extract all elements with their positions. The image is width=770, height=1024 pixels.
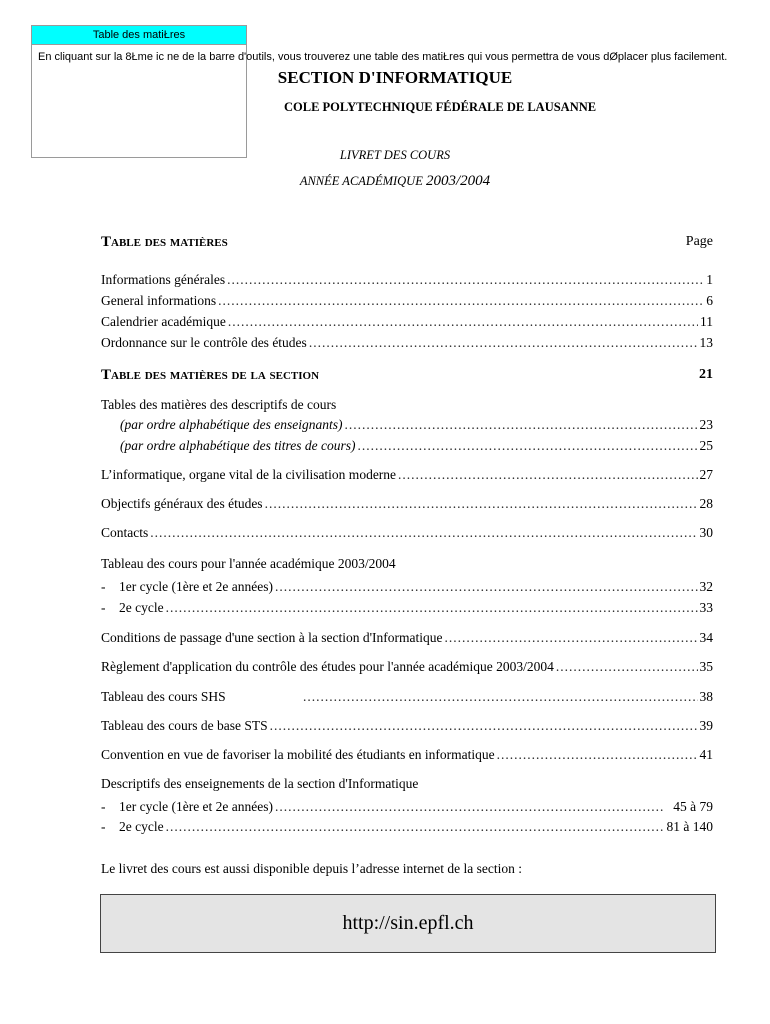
toc-entry-label: General informations xyxy=(101,293,217,308)
toc-entry-page: 38 xyxy=(699,689,713,704)
school-name: COLE POLYTECHNIQUE FÉDÉRALE DE LAUSANNE xyxy=(284,100,597,114)
toc-entry-label: Contacts xyxy=(101,525,149,540)
toc-entry-label: Objectifs généraux des études xyxy=(101,496,263,511)
academic-year xyxy=(10,173,770,190)
toc-entry-page: 13 xyxy=(699,335,713,350)
toc-entry-page: 33 xyxy=(699,600,713,615)
toc-entry-page: 34 xyxy=(699,630,713,645)
section-title: SECTION D'INFORMATIQUE xyxy=(277,68,513,87)
toc-entry[interactable] xyxy=(101,417,713,437)
tableau-heading: Tableau des cours pour l'année académique 2003/2004 xyxy=(101,556,396,571)
toc-entry-page: 1 xyxy=(706,272,713,287)
toc-entry-page: 35 xyxy=(699,659,713,674)
toc-entry-label: L’informatique, organe vital de la civilisation moderne xyxy=(101,467,397,482)
toc-entry[interactable] xyxy=(101,314,713,334)
toc-entry-page: 28 xyxy=(699,496,713,511)
enseignements-heading: Descriptifs des enseignements de la section d'Informatique xyxy=(101,776,419,791)
toc-entry-label: - 1er cycle (1ère et 2e années) xyxy=(101,799,274,814)
toc-entry[interactable] xyxy=(101,600,713,620)
toc-entry-label: - 2e cycle xyxy=(101,600,164,615)
toc-entry-page: 39 xyxy=(699,718,713,733)
livret-title: LIVRET DES COURS xyxy=(339,148,451,162)
footer-note: Le livret des cours est aussi disponible depuis l’adresse internet de la section : xyxy=(101,861,523,876)
toc-entry-page: 41 xyxy=(699,747,713,762)
toc-entry[interactable] xyxy=(101,630,713,650)
section-toc-title: Table des matières de la section xyxy=(101,367,320,383)
toc-entry[interactable] xyxy=(101,467,713,487)
toc-entry-page: 6 xyxy=(706,293,713,308)
toc-entry-label: - 1er cycle (1ère et 2e années) xyxy=(101,579,274,594)
toc-entry[interactable] xyxy=(101,525,713,545)
toc-entry[interactable] xyxy=(101,293,713,313)
popup-title: Table des matiŁres xyxy=(32,26,246,45)
toc-entry[interactable] xyxy=(101,335,713,355)
toc-entry[interactable] xyxy=(101,689,713,709)
page-column-label: Page xyxy=(685,234,713,249)
toc-entry-label: (par ordre alphabétique des titres de cours) xyxy=(120,438,356,453)
toc-entry[interactable] xyxy=(101,819,713,839)
toc-entry-label: Convention en vue de favoriser la mobilité des étudiants en informatique xyxy=(101,747,495,762)
section-toc-page: 21 xyxy=(699,367,713,382)
section-toc-heading xyxy=(101,367,713,384)
toc-heading xyxy=(101,234,713,251)
toc-entry[interactable] xyxy=(101,496,713,516)
toc-popup xyxy=(31,25,247,158)
toc-entry[interactable] xyxy=(101,272,713,292)
popup-message: En cliquant sur la 8Łme ic ne de la barre d'outils, vous trouverez une table des matiŁres qui vous permettra de vous dØplacer plus facilement. xyxy=(38,51,728,63)
toc-entry-page: 11 xyxy=(700,314,713,329)
website-link[interactable]: http://sin.epfl.ch xyxy=(100,894,716,953)
toc-entry-label: Ordonnance sur le contrôle des études xyxy=(101,335,307,350)
toc-entry-page: 32 xyxy=(699,579,713,594)
toc-entry[interactable] xyxy=(101,579,713,599)
toc-entry-page: 30 xyxy=(699,525,713,540)
toc-entry[interactable] xyxy=(101,747,713,767)
toc-entry-label: Règlement d'application du contrôle des études pour l'année académique 2003/2004 xyxy=(101,659,554,674)
toc-entry-label: Tableau des cours SHS xyxy=(101,689,226,704)
academic-year-value: 2003/2004 xyxy=(425,173,491,189)
toc-entry[interactable] xyxy=(101,718,713,738)
academic-year-label: ANNÉE ACADÉMIQUE xyxy=(299,174,423,188)
toc-entry-label: Calendrier académique xyxy=(101,314,226,329)
toc-entry-page: 23 xyxy=(699,417,713,432)
descriptifs-heading: Tables des matières des descriptifs de cours xyxy=(101,397,337,412)
toc-entry-page: 45 à 79 xyxy=(673,799,713,814)
toc-entry-label: Conditions de passage d'une section à la section d'Informatique xyxy=(101,630,443,645)
toc-entry-label: Tableau des cours de base STS xyxy=(101,718,268,733)
toc-entry[interactable] xyxy=(101,799,713,819)
toc-entry-label: - 2e cycle xyxy=(101,819,164,834)
toc-entry-label: Informations générales xyxy=(101,272,226,287)
toc-entry-label: (par ordre alphabétique des enseignants) xyxy=(120,417,343,432)
toc-entry[interactable] xyxy=(101,659,713,679)
toc-entry-page: 81 à 140 xyxy=(666,819,713,834)
toc-entry-page: 25 xyxy=(699,438,713,453)
toc-title: Table des matières xyxy=(101,234,228,250)
toc-entry[interactable] xyxy=(101,438,713,458)
toc-entry-page: 27 xyxy=(699,467,713,482)
